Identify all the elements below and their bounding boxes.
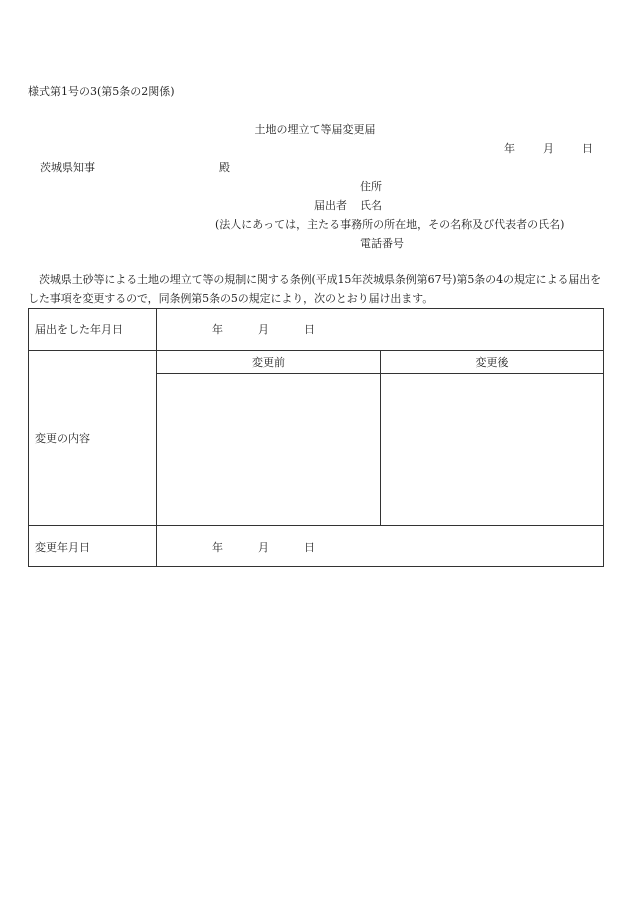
year-label: 年 <box>212 541 223 554</box>
month-label: 月 <box>258 323 269 336</box>
phone-label: 電話番号 <box>360 237 404 250</box>
label-column-divider <box>156 309 157 566</box>
before-header: 変更前 <box>252 356 285 369</box>
change-content-label: 変更の内容 <box>35 432 90 445</box>
before-after-divider <box>380 350 381 525</box>
statement-paragraph: 茨城県土砂等による土地の埋立て等の規制に関する条例(平成15年茨城県条例第67号)第5条の4の規定による届出をした事項を変更するので，同条例第5条の5の規定により，次のとおり届け出ます。 <box>28 273 602 305</box>
page-title: 土地の埋立て等届変更届 <box>254 123 376 136</box>
notification-date-label: 届出をした年月日 <box>35 323 123 336</box>
month-label: 月 <box>543 142 554 155</box>
year-label: 年 <box>212 323 223 336</box>
address-label: 住所 <box>360 180 382 193</box>
honorific: 殿 <box>219 161 230 174</box>
form-number: 様式第1号の3(第5条の2関係) <box>28 85 175 98</box>
name-label: 氏名 <box>360 199 382 212</box>
change-date-fields <box>212 542 315 553</box>
applicant-label: 届出者 <box>314 199 347 212</box>
notification-date-fields <box>212 324 315 335</box>
month-label: 月 <box>258 541 269 554</box>
year-label: 年 <box>504 142 515 155</box>
row-divider-1 <box>29 350 603 351</box>
corporate-note: (法人にあっては，主たる事務所の所在地，その名称及び代表者の氏名) <box>215 218 565 231</box>
addressee: 茨城県知事 <box>40 161 95 174</box>
day-label: 日 <box>304 541 315 554</box>
submission-date <box>504 143 593 154</box>
change-date-label: 変更年月日 <box>35 541 90 554</box>
day-label: 日 <box>582 142 593 155</box>
form-table <box>28 308 604 567</box>
header-underline <box>157 373 603 374</box>
after-header: 変更後 <box>475 356 509 369</box>
row-divider-2 <box>29 525 603 526</box>
day-label: 日 <box>304 323 315 336</box>
